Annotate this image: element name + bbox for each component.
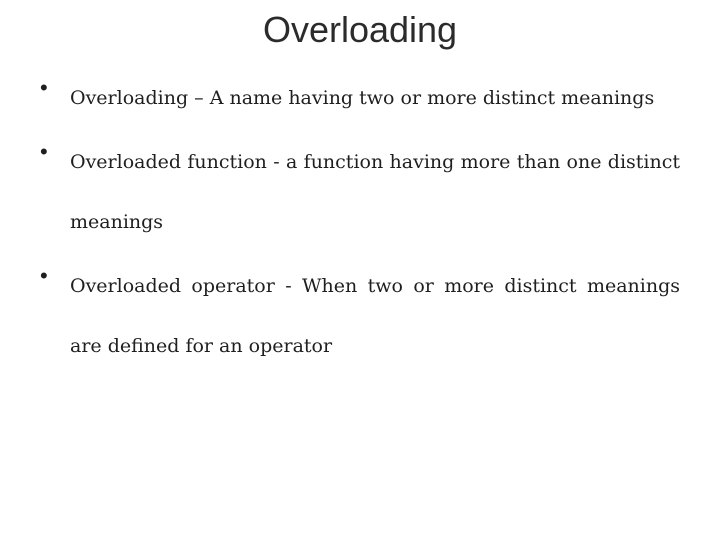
bullet-item-overloaded-function	[40, 132, 680, 252]
bullet-dot-icon: •	[40, 263, 48, 288]
slide-title: Overloading	[262, 9, 458, 50]
bullet-text: Overloaded function - a function having more than one distinct meanings	[70, 151, 680, 233]
bullet-dot-icon: •	[40, 139, 48, 164]
bullet-item-overloaded-operator	[40, 256, 680, 376]
bullet-dot-icon: •	[40, 75, 48, 100]
bullet-text: Overloading – A name having two or more distinct meanings	[70, 87, 655, 109]
bullet-text: Overloaded operator - When two or more distinct meanings are defined for an operator	[70, 275, 680, 357]
bullet-list	[40, 68, 680, 380]
bullet-item-overloading	[40, 68, 680, 128]
